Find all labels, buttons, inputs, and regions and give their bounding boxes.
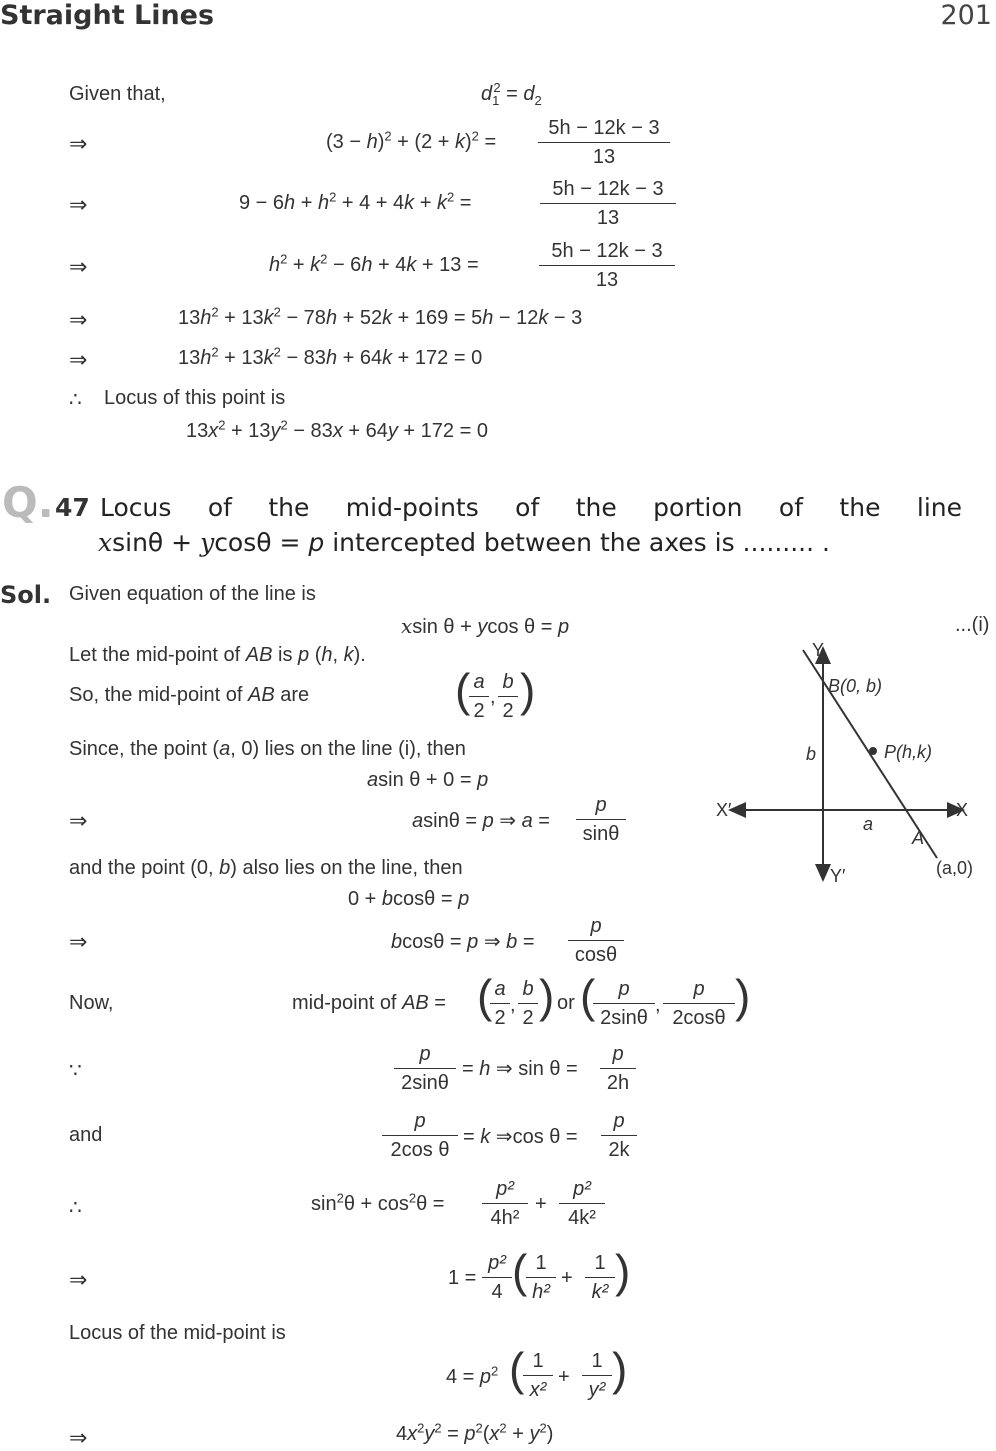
implies-symbol: ⇒: [69, 1267, 88, 1292]
therefore-symbol: ∴: [69, 389, 82, 411]
left-paren: (: [512, 1245, 528, 1297]
implies-symbol: ⇒: [69, 192, 88, 217]
eq-line-5: $13h^2 + 13k^2 - 78h + 52k + 169 = 5h - 12k - 3$: [178, 304, 583, 329]
right-paren: ): [612, 1343, 628, 1395]
or-word: or: [557, 992, 575, 1014]
comma: ,: [510, 994, 516, 1016]
eq-line-2-lhs: $(3 - h)^2 + (2 + k)^2$ =: [326, 128, 497, 153]
midpoint-label: mid-point of AB =: [292, 992, 446, 1014]
fraction: $\frac{b}{2}$: [518, 978, 538, 1030]
comma: ,: [490, 686, 496, 708]
given-label: Given that,: [69, 83, 166, 105]
question-number: 47: [55, 493, 90, 522]
implies-symbol: ⇒: [69, 131, 88, 156]
question-mark-label: Q.: [2, 478, 54, 527]
fraction: $\frac{\text{p²}}{4}$: [482, 1252, 512, 1304]
equation-reference: ...(i): [955, 614, 990, 636]
point-b-statement: and the point (0, b) also lies on the line, then: [69, 857, 463, 879]
solution-intro: Given equation of the line is: [69, 583, 316, 605]
now-label: Now,: [69, 992, 114, 1014]
implies-symbol: ⇒: [69, 929, 88, 954]
left-paren: (: [509, 1343, 525, 1395]
fraction: $\frac{p}{2\cos\theta}$: [663, 978, 735, 1030]
fraction: $\frac{a}{2}$: [469, 671, 489, 723]
implies-symbol: ⇒: [69, 347, 88, 372]
right-paren: ): [615, 1245, 631, 1297]
eq-line-3-lhs: $9 - 6h + h^2 + 4 + 4k + k^2$ =: [239, 189, 472, 214]
eq-bcos: 0 + bcosθ = p: [348, 888, 470, 910]
eq-identity: $\sin^2\theta + \cos^2\theta$ =: [311, 1190, 445, 1215]
fraction: $\frac{p}{\text{2cos θ}}$: [382, 1110, 458, 1162]
label-Y: Y: [812, 640, 825, 660]
implies-symbol: ⇒: [69, 1425, 88, 1450]
comma: ,: [655, 994, 661, 1016]
eq-line-1: $d_1^2 = d_2$: [481, 80, 542, 108]
fraction: $\frac{b}{2}$: [498, 671, 518, 723]
label-P: P(h,k): [884, 742, 933, 762]
fraction: $\frac{1}{\text{k²}}$: [585, 1252, 615, 1304]
page-number: 201: [940, 0, 992, 31]
question-line-1: Locus of the mid-points of the portion of the line: [100, 493, 962, 522]
eq-k: = k ⇒cos θ =: [463, 1126, 578, 1148]
fraction: $\frac{a}{2}$: [490, 978, 510, 1030]
axes-diagram: [700, 630, 990, 900]
fraction: $\frac{5h - 12k - 3}{13}$: [539, 240, 675, 292]
plus-sign: +: [535, 1193, 547, 1215]
left-paren: (: [455, 664, 471, 716]
eq-asin: asin θ + 0 = p: [367, 769, 489, 791]
midpoint-p: [869, 747, 877, 755]
label-X: X: [956, 800, 969, 820]
fraction: $\frac{p}{2k}$: [601, 1110, 637, 1162]
label-a0: (a,0): [936, 858, 974, 878]
eq-one: 1 =: [448, 1267, 477, 1289]
plus-sign: +: [561, 1267, 573, 1289]
implies-symbol: ⇒: [69, 307, 88, 332]
locus-midpoint-statement: Locus of the mid-point is: [69, 1322, 286, 1344]
eq-line-6: $13h^2 + 13k^2 - 83h + 64k + 172 = 0$: [178, 344, 483, 369]
fraction: $\frac{p}{\cos\theta}$: [568, 915, 624, 967]
fraction: $\frac{p}{2\sin\theta}$: [394, 1043, 456, 1095]
label-B: B(0, b): [828, 676, 883, 696]
left-paren: (: [580, 970, 596, 1022]
section-title: Straight Lines: [0, 0, 215, 31]
eq-line-4-lhs: $h^2 + k^2 - 6h + 4k + 13$ =: [269, 251, 479, 276]
midpoint-are: So, the mid-point of AB are: [69, 684, 310, 706]
implies-symbol: ⇒: [69, 254, 88, 279]
right-paren: ): [735, 970, 751, 1022]
solution-label: Sol.: [0, 581, 52, 609]
label-Xp: X′: [716, 800, 732, 820]
and-word: and: [69, 1124, 103, 1146]
eq-four: $4 = p^2$: [446, 1363, 499, 1388]
label-b: b: [806, 744, 817, 764]
fraction: $\frac{1}{\text{x²}}$: [523, 1350, 553, 1402]
fraction: $\frac{\text{p²}}{\text{4k²}}$: [559, 1178, 605, 1230]
fraction: $\frac{\text{p²}}{\text{4h²}}$: [482, 1178, 528, 1230]
fraction: $\frac{1}{\text{y²}}$: [582, 1350, 612, 1402]
eq-line-7: $13x^2 + 13y^2 - 83x + 64y + 172 = 0$: [186, 417, 488, 442]
fraction: $\frac{1}{\text{h²}}$: [526, 1252, 556, 1304]
right-paren: ): [539, 970, 555, 1022]
line-equation: xsin θ + ycos θ = p: [401, 614, 570, 638]
eq-b: bcosθ = p ⇒ b =: [391, 931, 535, 953]
locus-statement: Locus of this point is: [104, 387, 286, 409]
right-paren: ): [520, 664, 536, 716]
label-a: a: [863, 814, 874, 834]
midpoint-statement: Let the mid-point of AB is p (h, k).: [69, 644, 366, 666]
fraction: $\frac{5h - 12k - 3}{13}$: [538, 117, 670, 169]
fraction: $\frac{5h - 12k - 3}{13}$: [540, 178, 676, 230]
final-equation: $4x^2y^2 = p^2(x^2 + y^2)$: [396, 1420, 554, 1445]
because-symbol: ∵: [69, 1060, 82, 1082]
fraction: $\frac{p}{2\sin\theta}$: [593, 978, 655, 1030]
plus-sign: +: [558, 1366, 570, 1388]
eq-a: asinθ = p ⇒ a =: [412, 810, 550, 832]
fraction: $\frac{p}{\sin\theta}$: [576, 794, 626, 846]
fraction: $\frac{p}{2h}$: [600, 1043, 636, 1095]
left-paren: (: [477, 970, 493, 1022]
therefore-symbol: ∴: [69, 1197, 82, 1219]
eq-h: = h ⇒ sin θ =: [462, 1058, 578, 1080]
label-Yp: Y′: [830, 866, 846, 886]
implies-symbol: ⇒: [69, 808, 88, 833]
label-A: A: [912, 828, 925, 848]
point-a-statement: Since, the point (a, 0) lies on the line (i), then: [69, 738, 466, 760]
question-line-2: xsinθ + ycosθ = p intercepted between the axes is ......... .: [98, 528, 830, 557]
